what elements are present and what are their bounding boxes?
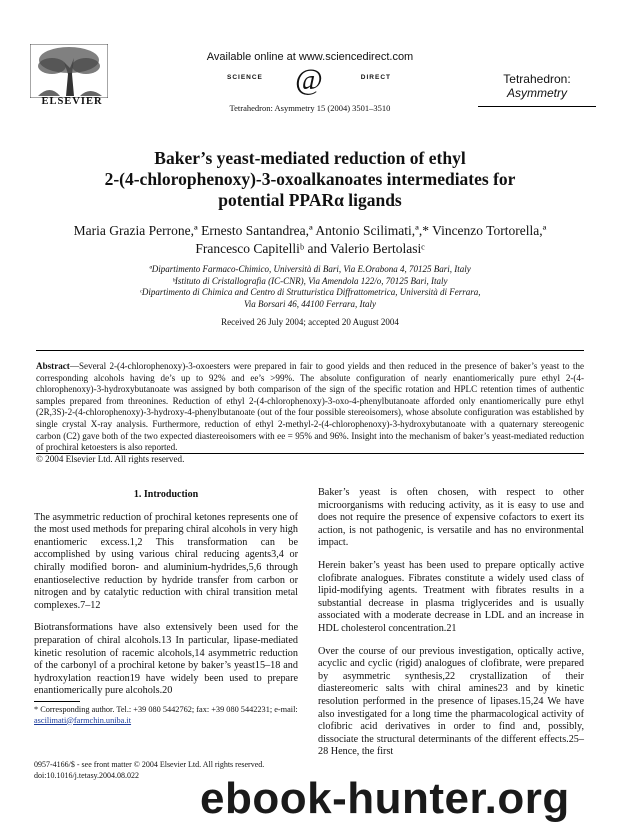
journal-name-line1: Tetrahedron: — [503, 72, 571, 86]
title-line1: Baker’s yeast-mediated reduction of ethyl — [154, 148, 466, 168]
affiliation-b: ᵇIstituto di Cristallografia (IC-CNR), Via Amendola 122/o, 70125 Bari, Italy — [172, 275, 448, 286]
paragraph: Herein baker’s yeast has been used to prepare optically active clofibrate analogues. Fibrates constitute a widely used class of lipid-modifying agents. Treatment with fibrates results in a substantial decrease in plasma triglycerides and is usually associated with a moderate decrease in LDL and an increase in HDL cholesterol concentration.21 — [318, 559, 584, 634]
title-line3: potential PPARα ligands — [218, 190, 402, 210]
watermark: ebook-hunter.org — [200, 774, 570, 823]
section-heading-introduction: 1. Introduction — [133, 489, 199, 500]
abstract — [36, 361, 584, 465]
sciencedirect-logo — [225, 63, 395, 96]
footnote-text: * Corresponding author. Tel.: +39 080 5442762; fax: +39 080 5442231; e-mail: — [34, 705, 298, 714]
journal-name-line2: Asymmetry — [507, 86, 567, 100]
abstract-top-rule — [36, 350, 584, 351]
copyright-line1: 0957-4166/$ - see front matter © 2004 Elsevier Ltd. All rights reserved. — [34, 760, 265, 769]
affiliation-c1: ᶜDipartimento di Chimica and Centro di Strutturistica Diffrattometrica, Università di Ferrara, — [139, 287, 481, 297]
sciencedirect-left: SCIENCE — [227, 74, 263, 81]
author-email-link[interactable]: ascilimati@farmchin.uniba.it — [34, 715, 132, 725]
corresponding-author-footnote — [34, 705, 298, 726]
abstract-bottom-rule — [36, 453, 584, 454]
sciencedirect-right: DIRECT — [360, 74, 391, 81]
paper-title — [60, 148, 560, 211]
footnote-rule — [34, 701, 80, 702]
doi: doi:10.1016/j.tetasy.2004.08.022 — [34, 771, 140, 780]
header-divider — [478, 106, 596, 107]
paragraph: Over the course of our previous investigation, optically active, acyclic and cyclic (rigid) analogues of clofibrate, were prepared by asymmetric synthesis,22 crystallization of their diastereomeric salts with chiral amines23 and by kinetic resolution performed in the presence of lipases.15,24 We have also investigated for a long time the pharmacological activity of clofibric acid derivatives in order to find and, possibly, dissociate the structural determinants of the different effects.25–28 Hence, the first — [318, 645, 584, 758]
authors — [30, 222, 590, 258]
authors-line1: Maria Grazia Perrone,ª Ernesto Santandrea,ª Antonio Scilimati,ª,* Vincenzo Tortorella,ª — [73, 223, 547, 238]
publisher-name: ELSEVIER — [41, 96, 103, 107]
column-left — [34, 463, 298, 708]
title-line2: 2-(4-chlorophenoxy)-3-oxoalkanoates intermediates for — [104, 169, 516, 189]
journal-citation: Tetrahedron: Asymmetry 15 (2004) 3501–3510 — [229, 103, 391, 113]
paragraph: Baker’s yeast is often chosen, with respect to other microorganisms with reducing activity, as it is easy to use and does not require the presence of expensive cofactors to exert its action, is not pathogenic, is versatile and has no environmental impact. — [318, 487, 584, 549]
column-right — [318, 487, 584, 769]
affiliation-a: ªDipartimento Farmaco-Chimico, Università di Bari, Via E.Orabona 4, 70125 Bari, Italy — [149, 264, 471, 274]
authors-line2: Francesco Capitelliᵇ and Valerio Bertolasiᶜ — [195, 241, 425, 256]
available-online: Available online at www.sciencedirect.com — [206, 51, 414, 63]
affiliation-c2: Via Borsari 46, 44100 Ferrara, Italy — [243, 298, 377, 309]
paragraph: Biotransformations have also extensively been used for the preparation of chiral alcohols.13 In particular, lipase-mediated kinetic resolution of racemic alcohols,14 asymmetric reduction of the carbonyl of a prochiral ketone by baker’s yeast15–18 and hydroxylation reaction19 have widely been used to prepare enantiomerically pure alcohols.20 — [34, 622, 298, 697]
affiliations — [40, 264, 580, 310]
paragraph: The asymmetric reduction of prochiral ketones represents one of the most used methods for preparing chiral alcohols in very high enantiomeric excess.1,2 This transformation can be accomplished by using various chiral reducing agents3,4 or chirally modified boron- and aluminium-hydrides,5,6 through enantioselective reduction by hydride transfer from carbon or nitrogen and by catalytic reduction with chiral transition metal complexes.7–12 — [34, 511, 298, 611]
abstract-text: —Several 2-(4-chlorophenoxy)-3-oxoesters were prepared in fair to good yields and then reduced in the presence of baker’s yeast to the corresponding alcohols having de’s up to 92% and ee’s >99%. The absolute configuration of nearly enantiomerically pure ethyl 2-(4-chlorophenoxy)-3-hydroxybutanoate was assigned by both comparison of the sign of the specific rotation and HPLC retention times of authentic samples prepared from threonines. Reduction of ethyl 2-(4-chlorophenoxy)-3-oxo-4-phenylbutanoate afforded only enantiomerically pure ethyl (2R,3S)-2-(4-chlorophenoxy)-3-hydroxy-4-phenylbutanoate (out of the four possible stereoisomers), whose absolute configuration was established by single crystal X-ray analysis. Furthermore, reduction of ethyl 2-methyl-2-(4-chlorophenoxy)-3-hydroxybutanoate with a quaternary stereogenic carbon (C2) gave both of the two expected diastereoisomers with ee = 95% and 96%. Insight into the mechanism of baker’s yeast-mediated reduction of prochiral ketoesters is also reported. — [36, 361, 584, 453]
received-date: Received 26 July 2004; accepted 20 August 2004 — [221, 317, 399, 327]
journal-name — [480, 72, 594, 100]
sciencedirect-at-icon: @ — [295, 63, 323, 96]
abstract-copyright: © 2004 Elsevier Ltd. All rights reserved. — [36, 453, 185, 464]
abstract-label: Abstract — [36, 361, 70, 371]
